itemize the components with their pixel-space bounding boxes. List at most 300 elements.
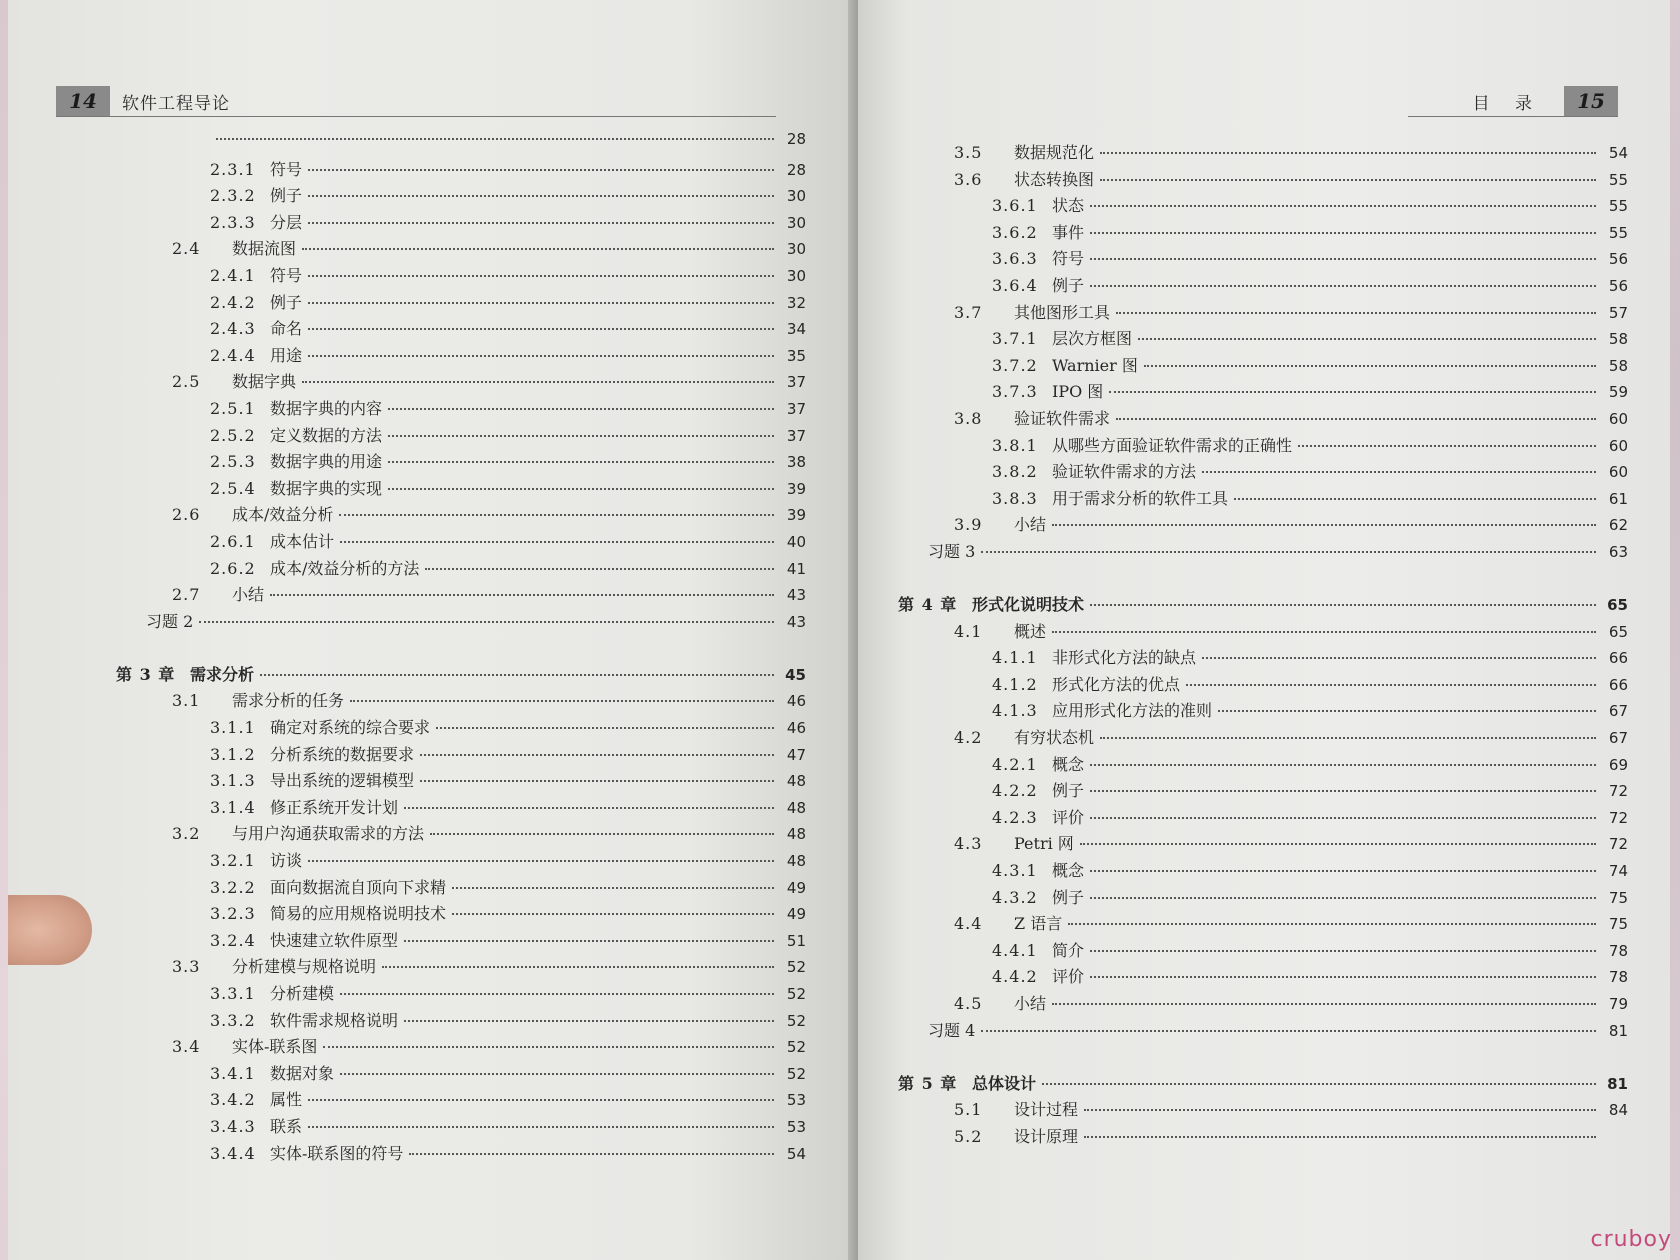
toc-entry-page: 37 xyxy=(786,373,806,392)
toc-entry-title: 需求分析的任务 xyxy=(232,691,345,711)
toc-entry-number: 2.4.2 xyxy=(210,292,256,312)
toc-entry-title: 数据字典 xyxy=(232,372,297,392)
toc-entry-page: 52 xyxy=(786,958,806,977)
toc-entry-title: 例子 xyxy=(270,292,303,312)
toc-entry xyxy=(898,512,1628,539)
toc-entry xyxy=(116,928,806,955)
toc-entry-page: 30 xyxy=(786,240,806,259)
toc-entry-title: 符号 xyxy=(1052,249,1085,269)
toc-entry xyxy=(898,778,1628,805)
toc-entry-title: 数据流图 xyxy=(232,239,297,259)
toc-entry-page: 40 xyxy=(786,532,806,551)
toc-leader-dots xyxy=(1090,205,1596,207)
toc-entry-page: 60 xyxy=(1608,463,1628,482)
toc-entry-title: 联系 xyxy=(270,1116,303,1136)
watermark-text: cruboy xyxy=(1590,1227,1672,1252)
toc-entry-number: 3.5 xyxy=(954,143,983,162)
right-header-title: 目 录 xyxy=(1472,93,1542,114)
toc-chapter-entry xyxy=(898,1071,1628,1098)
toc-entry-title: Z 语言 xyxy=(1014,914,1063,934)
toc-entry-page: 62 xyxy=(1608,516,1628,535)
toc-entry xyxy=(898,645,1628,672)
toc-entry-title: Warnier 图 xyxy=(1052,355,1138,375)
toc-entry-title: 概念 xyxy=(1052,861,1085,881)
toc-leader-dots xyxy=(404,940,774,942)
toc-entry xyxy=(116,848,806,875)
toc-entry xyxy=(898,885,1628,912)
toc-entry-number: 3.4 xyxy=(172,1037,201,1057)
toc-entry-number: 第 5 章 xyxy=(898,1073,958,1093)
toc-entry-number: 3.1.4 xyxy=(210,797,256,817)
toc-entry xyxy=(116,130,806,157)
toc-entry-number: 2.5.1 xyxy=(210,398,256,418)
toc-entry-number: 5.2 xyxy=(954,1126,983,1146)
toc-entry-page: 78 xyxy=(1608,968,1628,987)
right-header-rule xyxy=(1408,116,1618,117)
toc-entry-page: 51 xyxy=(786,931,806,950)
toc-entry xyxy=(116,263,806,290)
toc-leader-dots xyxy=(1100,737,1596,739)
toc-leader-dots xyxy=(1090,950,1596,952)
toc-entry-page: 30 xyxy=(786,213,806,232)
toc-entry-title: 例子 xyxy=(1052,781,1085,801)
toc-gap xyxy=(898,566,1628,593)
toc-entry-number: 2.5.2 xyxy=(210,425,256,445)
toc-entry-page: 45 xyxy=(785,665,806,684)
toc-entry-number: 3.2.1 xyxy=(210,851,256,871)
toc-entry-title: 状态转换图 xyxy=(1014,169,1095,189)
toc-entry xyxy=(898,246,1628,273)
toc-entry-number: 3.6.4 xyxy=(992,275,1038,295)
toc-leader-dots xyxy=(1202,657,1596,659)
toc-entry-page: 28 xyxy=(786,160,806,179)
toc-entry-title: 实体-联系图 xyxy=(232,1037,318,1057)
toc-entry xyxy=(898,433,1628,460)
toc-entry-number: 2.5.4 xyxy=(210,478,256,498)
toc-leader-dots xyxy=(1080,843,1596,845)
toc-entry xyxy=(116,1087,806,1114)
toc-entry-number: 4.4.2 xyxy=(992,967,1038,987)
toc-entry-number: 4.5 xyxy=(954,994,983,1013)
toc-entry-page: 69 xyxy=(1608,755,1628,774)
toc-entry-number: 4.2 xyxy=(954,728,983,748)
toc-entry-page: 48 xyxy=(786,772,806,791)
toc-entry-page: 60 xyxy=(1608,409,1628,428)
toc-entry-title: 数据字典的内容 xyxy=(270,398,383,418)
toc-entry xyxy=(898,353,1628,380)
toc-leader-dots xyxy=(1090,232,1596,234)
toc-entry-title: 属性 xyxy=(270,1090,303,1110)
toc-entry-page: 52 xyxy=(786,1064,806,1083)
toc-entry-title: 概念 xyxy=(1052,754,1085,774)
toc-entry xyxy=(898,326,1628,353)
toc-entry-page: 28 xyxy=(786,130,806,148)
toc-entry xyxy=(116,290,806,317)
toc-leader-dots xyxy=(302,248,774,250)
toc-entry-page: 79 xyxy=(1608,995,1628,1013)
toc-entry-title: 习题 3 xyxy=(928,541,976,561)
toc-entry-title: 小结 xyxy=(1014,515,1047,535)
toc-entry-number: 3.8.2 xyxy=(992,462,1038,482)
toc-entry xyxy=(898,698,1628,725)
toc-entry-number: 3.6.1 xyxy=(992,196,1038,216)
toc-entry-page: 53 xyxy=(786,1117,806,1136)
toc-entry-page: 52 xyxy=(786,1038,806,1057)
toc-leader-dots xyxy=(339,514,774,516)
toc-leader-dots xyxy=(1090,258,1596,260)
toc-entry-title: 验证软件需求的方法 xyxy=(1052,462,1197,482)
toc-entry xyxy=(116,236,806,263)
toc-leader-dots xyxy=(199,621,774,623)
toc-chapter-entry xyxy=(116,662,806,689)
toc-entry-number: 2.3.3 xyxy=(210,212,256,232)
toc-entry-title: 实体-联系图的符号 xyxy=(270,1143,404,1163)
toc-leader-dots xyxy=(1052,1003,1596,1005)
toc-entry xyxy=(116,423,806,450)
toc-entry-page: 41 xyxy=(786,559,806,578)
right-page xyxy=(858,0,1670,1260)
toc-entry-title: 非形式化方法的缺点 xyxy=(1052,648,1197,668)
toc-entry-title: 导出系统的逻辑模型 xyxy=(270,771,415,791)
toc-entry-title: 事件 xyxy=(1052,222,1085,242)
toc-entry-number: 3.6 xyxy=(954,169,983,189)
toc-leader-dots xyxy=(1144,365,1596,367)
toc-entry-number: 第 4 章 xyxy=(898,595,958,615)
toc-entry-number: 4.3.2 xyxy=(992,887,1038,907)
toc-entry xyxy=(116,529,806,556)
toc-entry xyxy=(898,379,1628,406)
toc-entry-title: 分析系统的数据要求 xyxy=(270,744,415,764)
toc-entry-page: 56 xyxy=(1608,276,1628,295)
toc-entry-page: 49 xyxy=(786,905,806,924)
toc-gap xyxy=(898,1044,1628,1071)
toc-entry-page: 48 xyxy=(786,798,806,817)
toc-entry xyxy=(898,300,1628,327)
toc-entry-title: 设计过程 xyxy=(1014,1100,1079,1120)
toc-leader-dots xyxy=(1090,976,1596,978)
toc-leader-dots xyxy=(388,435,774,437)
toc-entry-number: 第 3 章 xyxy=(116,664,176,684)
toc-entry-page: 52 xyxy=(786,1011,806,1030)
toc-entry-page: 58 xyxy=(1608,330,1628,349)
toc-entry-title: 符号 xyxy=(270,265,303,285)
toc-entry-page: 38 xyxy=(786,453,806,472)
toc-entry-number: 3.3 xyxy=(172,957,201,977)
toc-entry-title: 评价 xyxy=(1052,807,1085,827)
toc-entry xyxy=(116,183,806,210)
toc-entry-title: 小结 xyxy=(1014,994,1047,1013)
toc-leader-dots xyxy=(340,1073,774,1075)
toc-leader-dots xyxy=(1090,285,1596,287)
toc-entry-page: 67 xyxy=(1608,729,1628,748)
toc-entry-number: 2.3.1 xyxy=(210,159,256,179)
toc-entry-number: 3.9 xyxy=(954,515,983,535)
toc-leader-dots xyxy=(1090,870,1596,872)
toc-entry-number: 3.4.1 xyxy=(210,1063,256,1083)
toc-leader-dots xyxy=(308,328,774,330)
toc-leader-dots xyxy=(1042,1083,1596,1085)
left-toc-list xyxy=(116,130,806,1167)
toc-entry-number: 3.6.3 xyxy=(992,249,1038,269)
toc-entry xyxy=(116,1061,806,1088)
toc-leader-dots xyxy=(260,674,774,676)
toc-entry xyxy=(898,858,1628,885)
toc-entry-title: 例子 xyxy=(1052,887,1085,907)
toc-entry-number: 3.2.4 xyxy=(210,930,256,950)
toc-entry-page: 54 xyxy=(1608,144,1628,162)
toc-entry-title: 其他图形工具 xyxy=(1014,302,1111,322)
toc-leader-dots xyxy=(1186,684,1596,686)
toc-entry-page: 74 xyxy=(1608,862,1628,881)
toc-entry xyxy=(116,157,806,184)
toc-leader-dots xyxy=(340,993,774,995)
toc-entry-page: 61 xyxy=(1608,489,1628,508)
right-toc-list xyxy=(898,140,1628,1151)
toc-entry-title: 面向数据流自顶向下求精 xyxy=(270,877,447,897)
toc-entry-page: 47 xyxy=(786,745,806,764)
toc-leader-dots xyxy=(436,727,774,729)
toc-entry xyxy=(898,167,1628,194)
toc-leader-dots xyxy=(1100,152,1596,154)
toc-entry-page: 55 xyxy=(1608,197,1628,216)
toc-entry-title: 数据规范化 xyxy=(1014,143,1095,162)
toc-leader-dots xyxy=(1234,498,1596,500)
toc-entry xyxy=(116,582,806,609)
toc-leader-dots xyxy=(388,488,774,490)
toc-leader-dots xyxy=(1090,897,1596,899)
toc-entry-number: 3.3.1 xyxy=(210,984,256,1003)
toc-leader-dots xyxy=(1052,524,1596,526)
toc-entry-number: 2.5.3 xyxy=(210,452,256,472)
right-page-header xyxy=(1473,86,1618,116)
toc-entry-page: 56 xyxy=(1608,250,1628,269)
toc-leader-dots xyxy=(308,355,774,357)
toc-entry-title: 成本/效益分析的方法 xyxy=(270,558,420,578)
toc-entry-number: 3.3.2 xyxy=(210,1010,256,1030)
toc-entry-title: 用途 xyxy=(270,345,303,365)
toc-entry-title: 从哪些方面验证软件需求的正确性 xyxy=(1052,435,1293,455)
toc-leader-dots xyxy=(1068,923,1596,925)
toc-entry xyxy=(898,406,1628,433)
toc-entry-page: 66 xyxy=(1608,675,1628,694)
toc-entry-number: 2.5 xyxy=(172,372,201,392)
toc-entry-number: 4.1.3 xyxy=(992,701,1038,721)
toc-entry-number: 3.4.2 xyxy=(210,1090,256,1110)
toc-entry xyxy=(898,911,1628,938)
toc-entry-page: 81 xyxy=(1607,1074,1628,1093)
toc-entry-page: 54 xyxy=(786,1144,806,1163)
toc-leader-dots xyxy=(1084,1109,1596,1111)
toc-leader-dots xyxy=(981,1030,1596,1032)
toc-leader-dots xyxy=(382,966,774,968)
toc-entry-number: 3.8.3 xyxy=(992,488,1038,508)
toc-entry-title: 验证软件需求 xyxy=(1014,408,1111,428)
toc-entry-number: 4.2.2 xyxy=(992,781,1038,801)
toc-leader-dots xyxy=(1116,418,1596,420)
toc-entry-page: 66 xyxy=(1608,649,1628,668)
toc-entry-page: 43 xyxy=(786,586,806,605)
toc-entry-title: 快速建立软件原型 xyxy=(270,930,399,950)
toc-entry-title: 符号 xyxy=(270,159,303,179)
toc-entry-title: 例子 xyxy=(1052,275,1085,295)
toc-entry-number: 2.4.1 xyxy=(210,265,256,285)
toc-entry-title: 状态 xyxy=(1052,196,1085,216)
toc-entry-number: 3.4.3 xyxy=(210,1116,256,1136)
toc-leader-dots xyxy=(323,1046,774,1048)
toc-entry xyxy=(116,316,806,343)
toc-entry-page: 55 xyxy=(1608,170,1628,189)
left-page-header xyxy=(56,86,230,116)
toc-entry xyxy=(116,1114,806,1141)
toc-entry-number: 3.1.1 xyxy=(210,718,256,738)
toc-entry-page: 55 xyxy=(1608,223,1628,242)
toc-leader-dots xyxy=(350,700,774,702)
toc-leader-dots xyxy=(452,887,774,889)
toc-leader-dots xyxy=(981,551,1596,553)
toc-entry-number: 2.6 xyxy=(172,505,201,525)
toc-entry-page: 52 xyxy=(786,985,806,1003)
toc-entry xyxy=(116,715,806,742)
toc-entry-page: 67 xyxy=(1608,702,1628,721)
toc-entry xyxy=(116,1141,806,1168)
toc-leader-dots xyxy=(302,381,774,383)
toc-entry xyxy=(898,193,1628,220)
toc-leader-dots xyxy=(308,222,774,224)
toc-entry-page: 34 xyxy=(786,320,806,339)
toc-leader-dots xyxy=(216,138,774,140)
toc-entry-page: 63 xyxy=(1608,542,1628,561)
toc-leader-dots xyxy=(425,568,774,570)
toc-entry xyxy=(116,1008,806,1035)
toc-entry-number: 4.3 xyxy=(954,834,983,854)
toc-entry xyxy=(898,938,1628,965)
toc-entry xyxy=(898,964,1628,991)
toc-leader-dots xyxy=(1090,790,1596,792)
toc-entry xyxy=(116,742,806,769)
toc-entry-title: 数据对象 xyxy=(270,1063,335,1083)
toc-entry xyxy=(116,768,806,795)
toc-entry-number: 2.7 xyxy=(172,585,201,605)
toc-entry-number: 3.8.1 xyxy=(992,435,1038,455)
toc-entry-number: 2.3.2 xyxy=(210,186,256,206)
toc-entry-number: 4.4 xyxy=(954,914,983,934)
toc-entry-page: 46 xyxy=(786,719,806,738)
toc-entry-number: 4.2.3 xyxy=(992,807,1038,827)
toc-entry-number: 3.1 xyxy=(172,691,201,711)
toc-entry xyxy=(116,449,806,476)
toc-entry xyxy=(898,273,1628,300)
toc-entry-number: 3.2.2 xyxy=(210,877,256,897)
toc-entry xyxy=(116,795,806,822)
toc-entry-title: 形式化方法的优点 xyxy=(1052,674,1181,694)
toc-entry-page: 30 xyxy=(786,266,806,285)
toc-entry xyxy=(898,672,1628,699)
toc-gap xyxy=(116,635,806,662)
toc-entry-title: 成本估计 xyxy=(270,531,335,551)
toc-entry-number: 2.4.3 xyxy=(210,319,256,339)
toc-entry-number: 3.6.2 xyxy=(992,222,1038,242)
toc-entry-number: 3.2 xyxy=(172,824,201,844)
toc-entry-page: 46 xyxy=(786,692,806,711)
toc-leader-dots xyxy=(308,169,774,171)
toc-leader-dots xyxy=(340,541,774,543)
toc-entry-title: 访谈 xyxy=(270,851,303,871)
toc-entry-number: 3.1.2 xyxy=(210,744,256,764)
toc-entry xyxy=(116,688,806,715)
toc-entry-page: 72 xyxy=(1608,782,1628,801)
toc-leader-dots xyxy=(430,833,774,835)
toc-leader-dots xyxy=(308,275,774,277)
toc-entry-page: 84 xyxy=(1608,1101,1628,1120)
toc-leader-dots xyxy=(1084,1136,1596,1138)
toc-entry-page: 65 xyxy=(1607,596,1628,615)
toc-entry-title: 小结 xyxy=(232,585,265,605)
toc-leader-dots xyxy=(308,1126,774,1128)
toc-entry-page: 65 xyxy=(1608,622,1628,641)
toc-entry-page: 75 xyxy=(1608,888,1628,907)
toc-leader-dots xyxy=(1202,471,1596,473)
toc-entry-number: 4.2.1 xyxy=(992,754,1038,774)
toc-entry xyxy=(898,752,1628,779)
toc-entry xyxy=(898,486,1628,513)
left-page xyxy=(8,0,858,1260)
toc-leader-dots xyxy=(404,1020,774,1022)
toc-entry xyxy=(898,539,1628,566)
toc-leader-dots xyxy=(1090,817,1596,819)
toc-entry-page: 48 xyxy=(786,825,806,844)
toc-entry-title: 简介 xyxy=(1052,940,1085,960)
toc-entry-title: 总体设计 xyxy=(972,1073,1037,1093)
toc-entry-title: 例子 xyxy=(270,186,303,206)
toc-leader-dots xyxy=(420,754,774,756)
toc-entry xyxy=(898,831,1628,858)
toc-entry xyxy=(116,556,806,583)
toc-leader-dots xyxy=(1100,179,1596,181)
toc-entry-page: 35 xyxy=(786,346,806,365)
toc-leader-dots xyxy=(1109,391,1596,393)
toc-entry xyxy=(116,396,806,423)
toc-entry xyxy=(898,140,1628,167)
toc-entry-page: 30 xyxy=(786,187,806,206)
toc-entry-number: 3.4.4 xyxy=(210,1143,256,1163)
toc-entry xyxy=(116,476,806,503)
toc-entry xyxy=(116,210,806,237)
toc-leader-dots xyxy=(1218,710,1596,712)
toc-entry-title: 确定对系统的综合要求 xyxy=(270,718,431,738)
toc-chapter-entry xyxy=(898,592,1628,619)
toc-entry xyxy=(898,1124,1628,1151)
toc-entry xyxy=(116,609,806,636)
toc-entry-number: 4.1.1 xyxy=(992,648,1038,668)
toc-entry-page: 78 xyxy=(1608,941,1628,960)
toc-entry-title: 需求分析 xyxy=(190,664,255,684)
toc-entry xyxy=(116,1034,806,1061)
toc-entry-title: 与用户沟通获取需求的方法 xyxy=(232,824,425,844)
toc-leader-dots xyxy=(1090,604,1596,606)
toc-entry-title: 概述 xyxy=(1014,621,1047,641)
toc-entry-title: 设计原理 xyxy=(1014,1126,1079,1146)
toc-entry-title: 软件需求规格说明 xyxy=(270,1010,399,1030)
toc-leader-dots xyxy=(1116,312,1596,314)
toc-leader-dots xyxy=(308,1099,774,1101)
toc-entry xyxy=(116,369,806,396)
toc-entry-title: Petri 网 xyxy=(1014,834,1074,854)
toc-entry xyxy=(116,901,806,928)
toc-entry-number: 2.6.1 xyxy=(210,531,256,551)
toc-entry-title: 简易的应用规格说明技术 xyxy=(270,904,447,924)
toc-entry-page: 37 xyxy=(786,426,806,445)
toc-entry-title: 分层 xyxy=(270,212,303,232)
